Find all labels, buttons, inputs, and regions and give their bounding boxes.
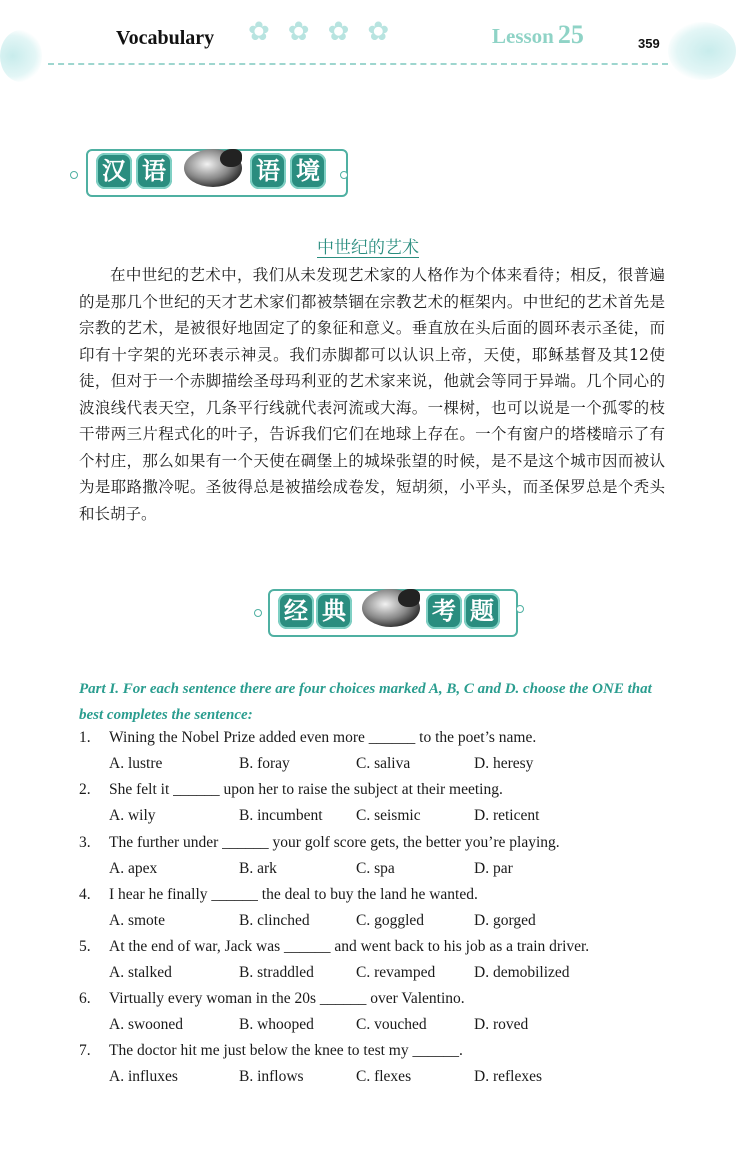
option-c: C. seismic <box>356 807 421 824</box>
option-d: D. reflexes <box>474 1068 542 1085</box>
banner-char-4: 境 <box>290 153 326 189</box>
option-c: C. goggled <box>356 912 425 929</box>
banner-exam <box>254 585 532 645</box>
option-d: D. demobilized <box>474 964 570 981</box>
question-number: 2. <box>79 781 91 798</box>
question-number: 7. <box>79 1042 91 1059</box>
section-label: Vocabulary <box>116 27 215 49</box>
option-b: B. incumbent <box>239 807 323 824</box>
option-a: A. influxes <box>109 1068 178 1085</box>
fish-icon <box>362 589 420 627</box>
banner-char-3: 语 <box>250 153 286 189</box>
banner-dot-left <box>70 171 78 179</box>
question-stem: The further under ______ your golf score gets, the better you’re playing. <box>109 834 560 851</box>
option-b: B. ark <box>239 860 277 877</box>
question-stem: Virtually every woman in the 20s ______ over Valentino. <box>109 990 465 1007</box>
question-number: 6. <box>79 990 91 1007</box>
option-b: B. straddled <box>239 964 314 981</box>
banner-char-2: 语 <box>136 153 172 189</box>
question-number: 5. <box>79 938 91 955</box>
page-number: 359 <box>638 36 660 51</box>
option-a: A. apex <box>109 860 158 877</box>
banner-char-3: 考 <box>426 593 462 629</box>
option-c: C. spa <box>356 860 395 877</box>
banner-char-4: 题 <box>464 593 500 629</box>
lesson-number: 25 <box>557 20 584 49</box>
option-d: D. heresy <box>474 755 534 772</box>
banner-char-1: 经 <box>278 593 314 629</box>
question-stem: I hear he finally ______ the deal to buy the land he wanted. <box>109 886 478 903</box>
option-d: D. roved <box>474 1016 529 1033</box>
header-decoration-left <box>0 30 42 82</box>
fish-icon <box>184 149 242 187</box>
question-stem: She felt it ______ upon her to raise the subject at their meeting. <box>109 781 503 798</box>
header-divider <box>48 63 668 65</box>
exercise-instruction: Part I. For each sentence there are four choices marked A, B, C and D. choose the ONE that best completes the sentence: <box>79 681 652 723</box>
option-c: C. saliva <box>356 755 411 772</box>
option-c: C. flexes <box>356 1068 412 1085</box>
banner-char-2: 典 <box>316 593 352 629</box>
lesson-word: Lesson <box>492 24 554 48</box>
option-b: B. inflows <box>239 1068 304 1085</box>
option-d: D. gorged <box>474 912 536 929</box>
question-stem: Wining the Nobel Prize added even more ______ to the poet’s name. <box>109 729 537 746</box>
question-number: 1. <box>79 729 91 746</box>
header-sprinkle-decoration: ✿✿✿✿ <box>248 17 408 47</box>
option-b: B. whooped <box>239 1016 314 1033</box>
question-stem: The doctor hit me just below the knee to test my ______. <box>109 1042 463 1059</box>
banner-dot-right <box>340 171 348 179</box>
header-decoration-right <box>668 22 736 80</box>
option-b: B. foray <box>239 755 290 772</box>
banner-context <box>70 143 360 203</box>
article-body: 在中世纪的艺术中，我们从未发现艺术家的人格作为个体来看待；相反，很普遍的是那几个世纪的天才艺术家们都被禁锢在宗教艺术的框架内。中世纪的艺术首先是宗教的艺术，是被很好地固定了的象征和意义。垂直放在头后面的圆环表示圣徒，而印有十字架的光环表示神灵。我们赤脚都可以认识上帝，天使，耶稣基督及其12使徒，但对于一个赤脚描绘圣母玛利亚的艺术家来说，他就会等同于异端。几个同心的波浪线代表天空，几条平行线就代表河流或大海。一棵树，也可以说是一个孤零的枝干带两三片程式化的叶子，告诉我们它们在地球上存在。一个有窗户的塔楼暗示了有个村庄，那么如果有一个天使在碉堡上的城垛张望的时候，是不是这个城市因而被认为是耶路撒冷呢。圣彼得总是被描绘成卷发，短胡须，小平头，而圣保罗总是个秃头和长胡子。 <box>79 266 665 523</box>
option-c: C. revamped <box>356 964 436 981</box>
option-a: A. lustre <box>109 755 163 772</box>
option-c: C. vouched <box>356 1016 427 1033</box>
article-title: 中世纪的艺术 <box>317 238 419 258</box>
banner-char-1: 汉 <box>96 153 132 189</box>
option-a: A. smote <box>109 912 165 929</box>
question-number: 4. <box>79 886 91 903</box>
option-a: A. stalked <box>109 964 172 981</box>
option-b: B. clinched <box>239 912 310 929</box>
question-stem: At the end of war, Jack was ______ and went back to his job as a train driver. <box>109 938 590 955</box>
option-a: A. wily <box>109 807 156 824</box>
banner-dot-right <box>516 605 524 613</box>
question-number: 3. <box>79 834 91 851</box>
option-d: D. par <box>474 860 513 877</box>
lesson-label <box>492 20 584 50</box>
option-a: A. swooned <box>109 1016 184 1033</box>
option-d: D. reticent <box>474 807 540 824</box>
banner-dot-left <box>254 609 262 617</box>
